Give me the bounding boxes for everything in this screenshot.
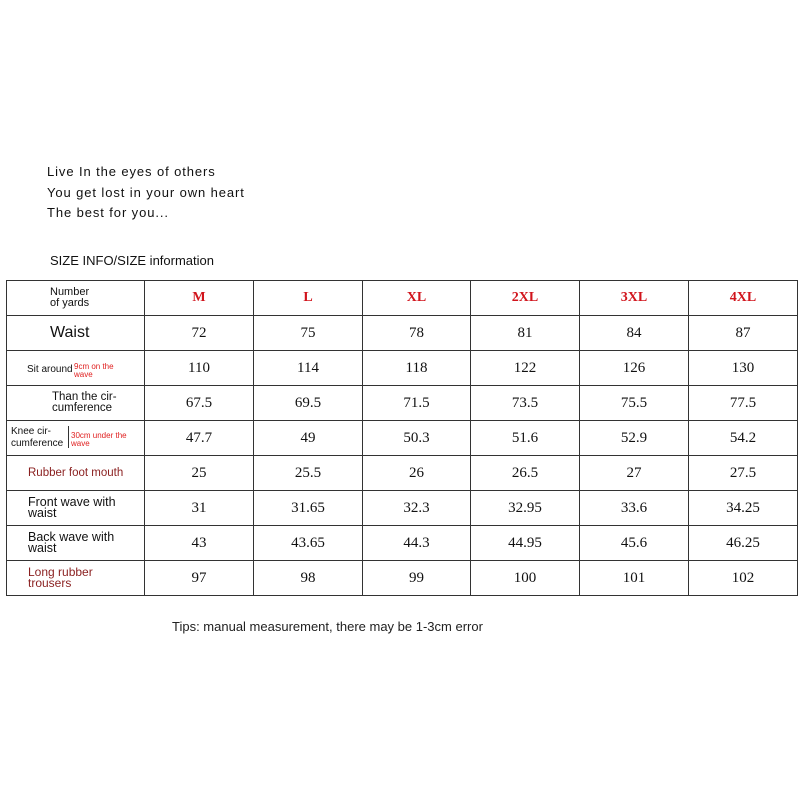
row-label-knee-circumference	[7, 421, 145, 456]
size-chart-table	[6, 280, 798, 596]
value-cell: 49	[254, 421, 363, 456]
row-label-circumference	[7, 386, 145, 421]
size-header-l: L	[254, 281, 363, 316]
table-row-front-wave	[7, 491, 798, 526]
value-cell: 77.5	[689, 386, 798, 421]
value-cell: 31.65	[254, 491, 363, 526]
value-cell: 34.25	[689, 491, 798, 526]
row-label-line-2: trousers	[28, 576, 72, 590]
value-cell: 45.6	[580, 526, 689, 561]
value-cell: 98	[254, 561, 363, 596]
value-cell: 51.6	[471, 421, 580, 456]
row-label-long-rubber-trousers	[7, 561, 145, 596]
quote-line-2: You get lost in your own heart	[47, 184, 245, 200]
table-row-knee-circumference	[7, 421, 798, 456]
table-row-back-wave	[7, 526, 798, 561]
size-header-4xl: 4XL	[689, 281, 798, 316]
row-label-line-1: Back wave with	[28, 530, 115, 544]
row-note-line-2: wave	[74, 370, 93, 379]
value-cell: 130	[689, 351, 798, 386]
value-cell: 44.95	[471, 526, 580, 561]
value-cell: 72	[145, 316, 254, 351]
bracket-divider	[68, 426, 69, 448]
row-label-line-2: cumference	[11, 438, 64, 449]
value-cell: 87	[689, 316, 798, 351]
table-row-circumference	[7, 386, 798, 421]
value-cell: 25	[145, 456, 254, 491]
row-note-line-1: 9cm on the	[74, 362, 114, 371]
row-label-text: Waist	[50, 324, 90, 341]
value-cell: 122	[471, 351, 580, 386]
row-label-line-2: cumference	[52, 402, 113, 414]
value-cell: 118	[363, 351, 471, 386]
value-cell: 75	[254, 316, 363, 351]
value-cell: 44.3	[363, 526, 471, 561]
value-cell: 50.3	[363, 421, 471, 456]
value-cell: 46.25	[689, 526, 798, 561]
value-cell: 78	[363, 316, 471, 351]
value-cell: 67.5	[145, 386, 254, 421]
value-cell: 110	[145, 351, 254, 386]
value-cell: 101	[580, 561, 689, 596]
value-cell: 100	[471, 561, 580, 596]
value-cell: 26.5	[471, 456, 580, 491]
corner-label-line-2: of yards	[50, 297, 90, 309]
row-label-text: Sit around	[27, 364, 73, 375]
row-label-line-2: waist	[28, 541, 57, 555]
value-cell: 43	[145, 526, 254, 561]
value-cell: 32.95	[471, 491, 580, 526]
row-label-rubber-foot-mouth	[7, 456, 145, 491]
value-cell: 47.7	[145, 421, 254, 456]
value-cell: 102	[689, 561, 798, 596]
size-info-title: SIZE INFO/SIZE information	[50, 253, 214, 268]
row-label-line-1: Long rubber	[28, 565, 93, 579]
row-label-sit-around	[7, 351, 145, 386]
row-label-back-wave	[7, 526, 145, 561]
value-cell: 75.5	[580, 386, 689, 421]
value-cell: 69.5	[254, 386, 363, 421]
row-label-line-2: waist	[28, 506, 57, 520]
value-cell: 73.5	[471, 386, 580, 421]
table-header-row	[7, 281, 798, 316]
row-label-text: Rubber foot mouth	[28, 466, 124, 479]
row-label-line-1: Than the cir-	[52, 391, 117, 403]
value-cell: 84	[580, 316, 689, 351]
value-cell: 97	[145, 561, 254, 596]
table-row-waist	[7, 316, 798, 351]
table-row-long-rubber-trousers	[7, 561, 798, 596]
measurement-tips: Tips: manual measurement, there may be 1-3cm error	[172, 619, 483, 634]
row-label-front-wave	[7, 491, 145, 526]
value-cell: 99	[363, 561, 471, 596]
table-row-rubber-foot-mouth	[7, 456, 798, 491]
row-note-line-1: 30cm under the	[71, 431, 127, 440]
quote-line-3: The best for you...	[47, 205, 169, 220]
value-cell: 26	[363, 456, 471, 491]
value-cell: 32.3	[363, 491, 471, 526]
quote-block	[47, 162, 245, 224]
quote-line-1: Live In the eyes of others	[47, 164, 216, 179]
value-cell: 81	[471, 316, 580, 351]
size-header-2xl: 2XL	[471, 281, 580, 316]
value-cell: 31	[145, 491, 254, 526]
value-cell: 54.2	[689, 421, 798, 456]
value-cell: 27	[580, 456, 689, 491]
size-header-xl: XL	[363, 281, 471, 316]
value-cell: 114	[254, 351, 363, 386]
corner-label-line-1: Number	[50, 286, 90, 298]
table-row-sit-around	[7, 351, 798, 386]
row-label-line-1: Front wave with	[28, 495, 116, 509]
value-cell: 33.6	[580, 491, 689, 526]
value-cell: 27.5	[689, 456, 798, 491]
value-cell: 43.65	[254, 526, 363, 561]
row-note-line-2: wave	[71, 439, 90, 448]
value-cell: 25.5	[254, 456, 363, 491]
value-cell: 71.5	[363, 386, 471, 421]
corner-label-cell	[7, 281, 145, 316]
row-label-line-1: Knee cir-	[11, 426, 52, 437]
row-label-waist	[7, 316, 145, 351]
size-header-m: M	[145, 281, 254, 316]
value-cell: 126	[580, 351, 689, 386]
size-header-3xl: 3XL	[580, 281, 689, 316]
value-cell: 52.9	[580, 421, 689, 456]
